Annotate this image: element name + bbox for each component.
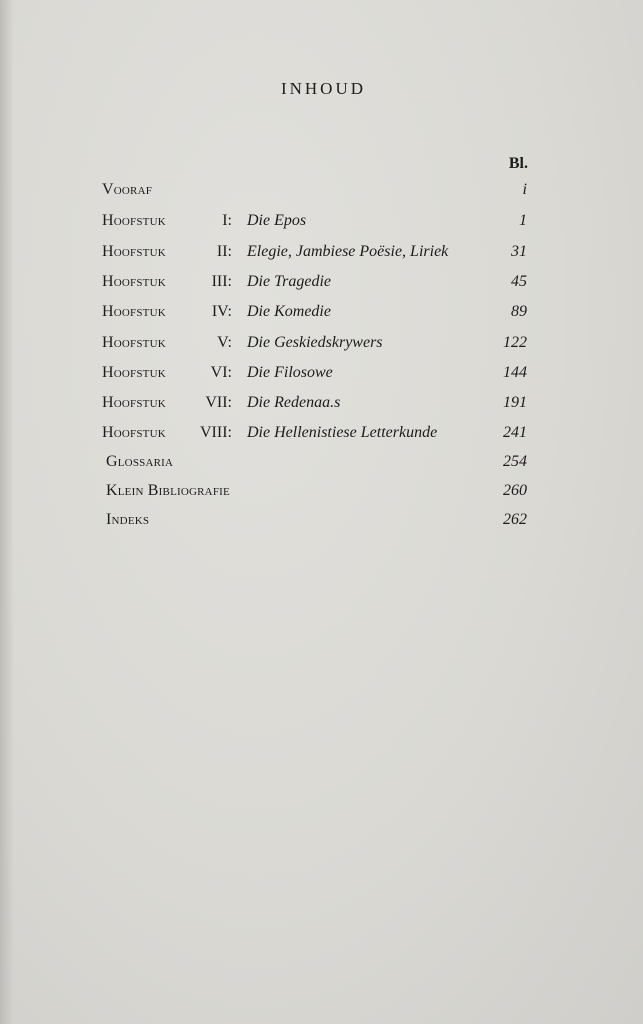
page-gutter-shadow <box>0 0 14 1024</box>
chapter-numeral: I: <box>222 212 232 229</box>
toc-entry-chapter-1 <box>102 212 527 236</box>
toc-entry-indeks <box>102 511 527 535</box>
page-title: INHOUD <box>280 79 367 98</box>
toc-entry-label: Indeks <box>106 511 150 528</box>
toc-entry-chapter-3 <box>102 273 527 297</box>
toc-page-number: 45 <box>511 273 527 290</box>
toc-page-number: 89 <box>511 303 527 320</box>
toc-entry-chapter-2 <box>102 243 527 267</box>
toc-entry-chapter-7 <box>102 394 527 418</box>
toc-page-number: 144 <box>503 364 527 381</box>
toc-entry-chapter-8 <box>102 424 527 448</box>
toc-page-number: i <box>522 181 527 198</box>
chapter-word: Hoofstuk <box>102 273 166 290</box>
chapter-title: Die Epos <box>247 212 307 229</box>
toc-entry-vooraf <box>102 181 527 205</box>
toc-entry-bibliografie <box>102 482 527 506</box>
chapter-title: Die Redenaa.s <box>247 394 341 411</box>
chapter-title: Die Geskiedskrywers <box>247 334 383 351</box>
chapter-numeral: III: <box>211 273 232 290</box>
toc-entry-label: Vooraf <box>102 181 153 198</box>
chapter-numeral: IV: <box>211 303 232 320</box>
chapter-title: Die Filosowe <box>247 364 333 381</box>
toc-page-number: 262 <box>503 511 527 528</box>
chapter-numeral: V: <box>217 334 232 351</box>
toc-entry-chapter-6 <box>102 364 527 388</box>
chapter-word: Hoofstuk <box>102 334 166 351</box>
toc-page-number: 191 <box>503 394 527 411</box>
toc-entry-label: Glossaria <box>106 453 174 470</box>
toc-entry-glossaria <box>102 453 527 477</box>
page-column-header: Bl. <box>508 155 528 172</box>
chapter-numeral: II: <box>216 243 232 260</box>
chapter-word: Hoofstuk <box>102 303 166 320</box>
toc-page-number: 31 <box>511 243 527 260</box>
chapter-numeral: VII: <box>205 394 232 411</box>
toc-entry-chapter-5 <box>102 334 527 358</box>
toc-entry-chapter-4 <box>102 303 527 327</box>
chapter-title: Die Komedie <box>247 303 331 320</box>
toc-page-number: 1 <box>519 212 527 229</box>
chapter-word: Hoofstuk <box>102 424 166 441</box>
toc-page-number: 241 <box>503 424 527 441</box>
chapter-numeral: VIII: <box>200 424 232 441</box>
chapter-word: Hoofstuk <box>102 394 166 411</box>
toc-entry-label: Klein Bibliografie <box>106 482 230 499</box>
chapter-title: Die Tragedie <box>247 273 331 290</box>
chapter-word: Hoofstuk <box>102 243 166 260</box>
chapter-numeral: VI: <box>210 364 232 381</box>
chapter-title: Elegie, Jambiese Poësie, Liriek <box>247 243 449 260</box>
toc-page-number: 260 <box>503 482 527 499</box>
toc-page-number: 254 <box>503 453 527 470</box>
chapter-word: Hoofstuk <box>102 212 166 229</box>
chapter-title: Die Hellenistiese Letterkunde <box>247 424 438 441</box>
toc-page-number: 122 <box>503 334 527 351</box>
chapter-word: Hoofstuk <box>102 364 166 381</box>
